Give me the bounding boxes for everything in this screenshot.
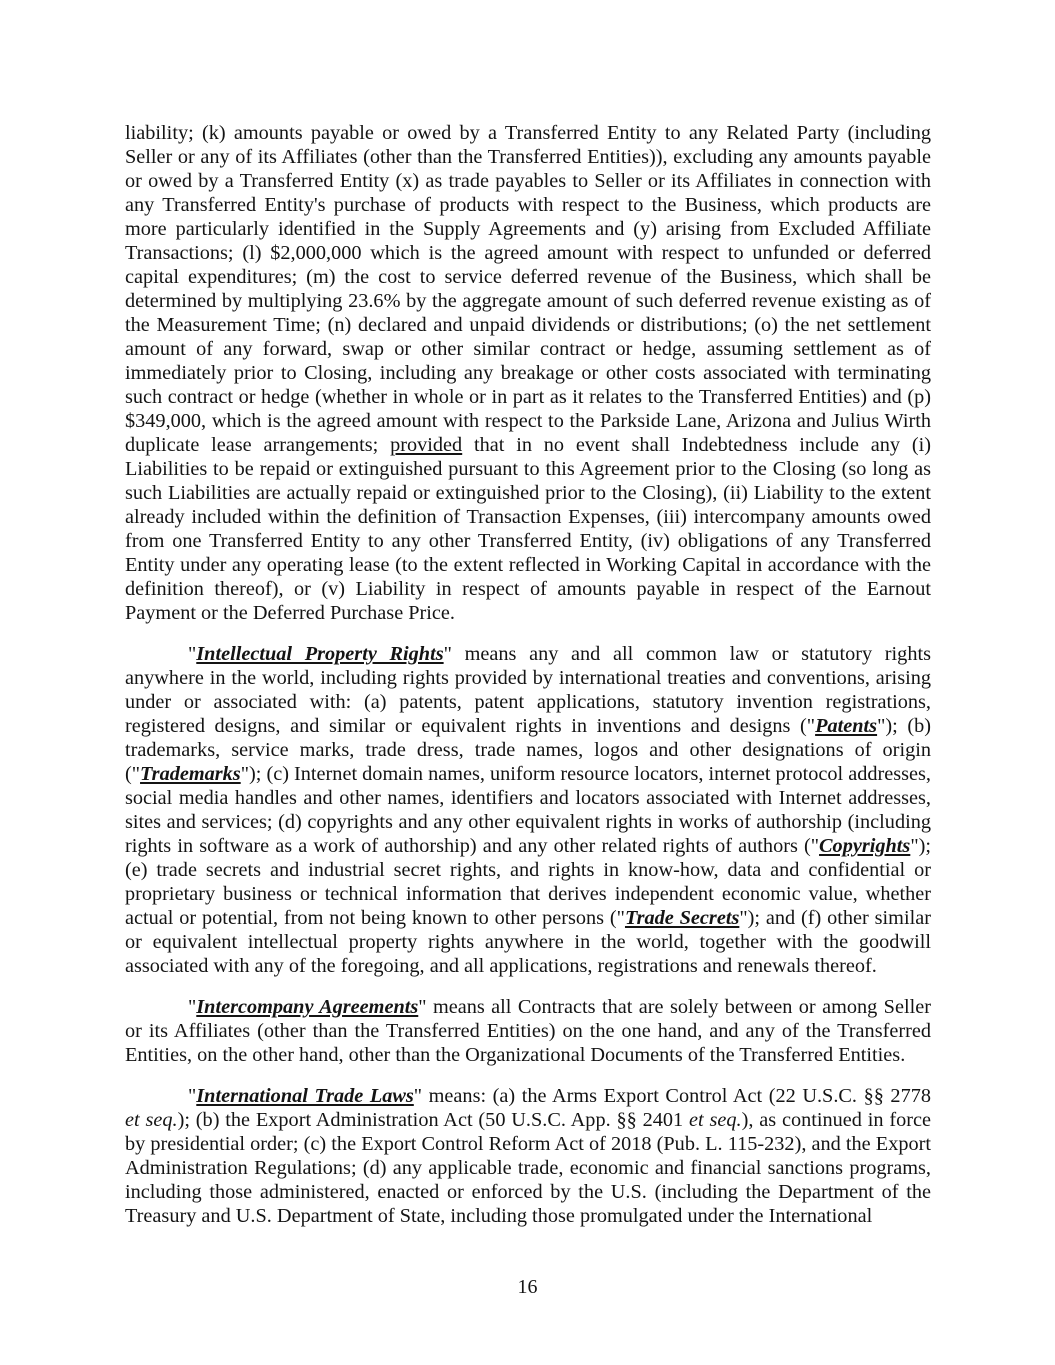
text-run: " means all Contracts that are solely between or among Seller or its Affiliates (other than the Transferred Entities) on the one hand, and any of the Transferred Entities, on the other hand, other than the Organizational Documents of the Transferred Entities. xyxy=(125,996,931,1066)
page-body-text xyxy=(125,121,931,1245)
defined-term: Trade Secrets xyxy=(624,907,740,929)
text-run: that in no event shall Indebtedness include any (i) Liabilities to be repaid or extinguished pursuant to this Agreement prior to the Closing (so long as such Liabilities are actually repaid or extinguished prior to the Closing), (ii) Liability to the extent already included within the definition of Transaction Expenses, (iii) intercompany amounts owed from one Transferred Entity to any other Transferred Entity, (iv) obligations of any Transferred Entity under any operating lease (to the extent reflected in Working Capital in accordance with the definition thereof), or (v) Liability in respect of amounts payable in respect of the Earnout Payment or the Deferred Purchase Price. xyxy=(125,434,931,624)
defined-term: Intellectual Property Rights xyxy=(196,643,444,665)
text-run: et seq. xyxy=(125,1109,178,1131)
text-run: " xyxy=(188,996,197,1018)
paragraph-intellectual-property-rights xyxy=(125,642,931,978)
text-run: " xyxy=(188,1085,197,1107)
text-run: "); and (f) other similar or equivalent intellectual property rights anywhere in the world, together with the goodwill associated with any of the foregoing, and all applications, registrations and renewals thereof. xyxy=(125,907,931,977)
page-number: 16 xyxy=(517,1276,538,1298)
text-run: ); (b) the Export Administration Act (50 U.S.C. App. §§ 2401 xyxy=(177,1109,689,1131)
paragraph-intercompany-agreements xyxy=(125,995,931,1067)
defined-term: Trademarks xyxy=(140,763,241,785)
text-run: "); (c) Internet domain names, uniform resource locators, internet protocol addresses, social media handles and other names, identifiers and locators associated with Internet addresses, sites and services; (d) copyrights and any other equivalent rights in works of authorship (including rights in software as a work of authorship) and any other related rights of authors (" xyxy=(125,763,931,857)
defined-term: Intercompany Agreements xyxy=(196,996,419,1018)
text-run: " xyxy=(188,643,197,665)
defined-term: Patents xyxy=(815,715,878,737)
text-run: ), as continued in force by presidential order; (c) the Export Control Reform Act of 2018 (Pub. L. 115-232), and the Export Administration Regulations; (d) any applicable trade, economic and financial sanctions programs, including those administered, enacted or enforced by the U.S. (including the Department of the Treasury and U.S. Department of State, including those promulgated under the International xyxy=(125,1109,932,1227)
defined-term: Copyrights xyxy=(819,835,911,857)
text-run: " means any and all common law or statutory rights anywhere in the world, including rights provided by international treaties and conventions, arising under or associated with: (a) patents, patent applications, statutory invention registrations, registered designs, and similar or equivalent rights in inventions and designs (" xyxy=(125,643,931,737)
text-run: provided xyxy=(390,434,463,456)
defined-term: International Trade Laws xyxy=(196,1085,414,1107)
paragraph-indebtedness-continuation xyxy=(125,121,931,625)
text-run: et seq. xyxy=(689,1109,742,1131)
text-run: " means: (a) the Arms Export Control Act (22 U.S.C. §§ 2778 xyxy=(413,1085,931,1107)
text-run: "); (e) trade secrets and industrial secret rights, and rights in know-how, data and confidential or proprietary business or technical information that derives independent economic value, whether actual or potential, from not being known to other persons (" xyxy=(125,835,931,929)
text-run: "); (b) trademarks, service marks, trade dress, trade names, logos and other designations of origin (" xyxy=(125,715,931,785)
paragraph-international-trade-laws xyxy=(125,1084,931,1228)
text-run: liability; (k) amounts payable or owed by a Transferred Entity to any Related Party (including Seller or any of its Affiliates (other than the Transferred Entities)), excluding any amounts payable or owed by a Transferred Entity (x) as trade payables to Seller or its Affiliates in connection with any Transferred Entity's purchase of products with respect to the Business, which products are more particularly identified in the Supply Agreements and (y) arising from Excluded Affiliate Transactions; (l) $2,000,000 which is the agreed amount with respect to unfunded or deferred capital expenditures; (m) the cost to service deferred revenue of the Business, which shall be determined by multiplying 23.6% by the aggregate amount of such deferred revenue existing as of the Measurement Time; (n) declared and unpaid dividends or distributions; (o) the net settlement amount of any forward, swap or other similar contract or hedge, assuming settlement as of immediately prior to Closing, including any breakage or other costs associated with terminating such contract or hedge (whether in whole or in part as it relates to the Transferred Entities) and (p) $349,000, which is the agreed amount with respect to the Parkside Lane, Arizona and Julius Wirth duplicate lease arrangements; xyxy=(125,122,931,456)
